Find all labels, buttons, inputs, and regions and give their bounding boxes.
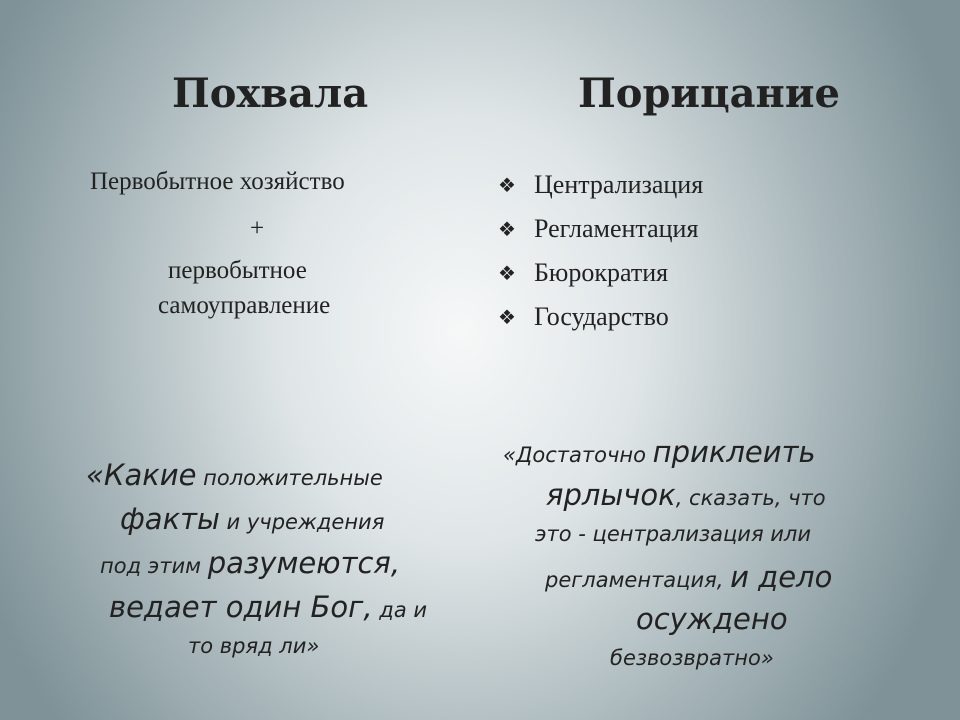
blame-title: Порицание [578,70,840,117]
list-item: ❖ Государство [498,302,669,331]
praise-title: Похвала [172,70,369,117]
four-diamond-bullet-icon: ❖ [498,173,516,197]
list-item: ❖ Бюрократия [498,258,669,287]
four-diamond-bullet-icon: ❖ [498,217,516,241]
four-diamond-bullet-icon: ❖ [498,261,516,285]
praise-line-selfgovernment: самоуправление [158,292,331,319]
blame-list [498,163,703,339]
four-diamond-bullet-icon: ❖ [498,305,516,329]
praise-line-primitive: первобытное [168,257,307,284]
list-item: ❖ Регламентация [498,214,699,243]
praise-line-plus: + [250,215,265,242]
list-item: ❖ Централизация [498,170,704,199]
praise-line-economy: Первобытное хозяйство [90,168,345,195]
